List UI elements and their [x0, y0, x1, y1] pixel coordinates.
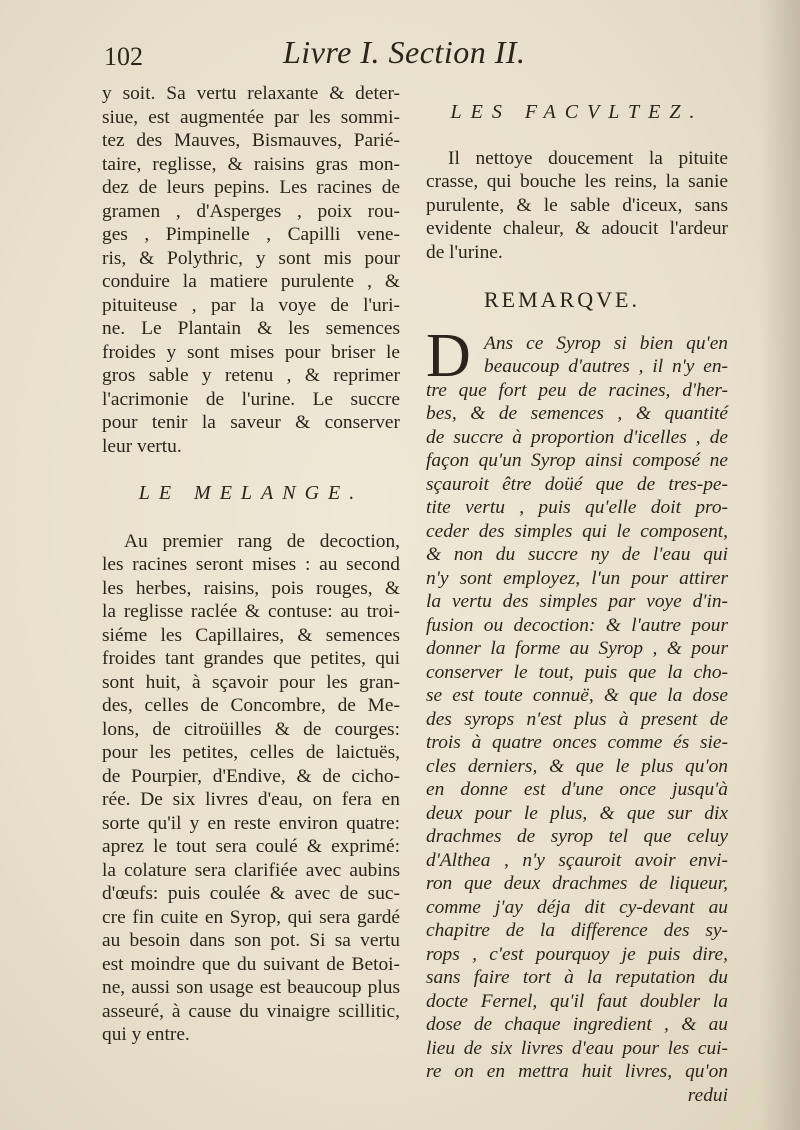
text-line: des syrops n'est plus à present de	[426, 708, 728, 730]
page-edge-shadow	[760, 0, 800, 1130]
text-line: sont huit, à sçavoir pour les gran-	[102, 671, 400, 693]
left-paragraph-1	[102, 82, 400, 458]
text-line: taire, reglisse, & raisins gras mon-	[102, 153, 400, 175]
text-line: tez des Mauves, Bismauves, Parié-	[102, 130, 400, 151]
text-line: Au premier rang de decoction,	[124, 530, 400, 552]
text-line: siue, est augmentée par les sommi-	[102, 106, 400, 128]
text-line: cles derniers, & que le plus qu'on	[426, 755, 728, 777]
text-line: docte Fernel, qu'il faut doubler la	[426, 990, 728, 1012]
text-line: d'œufs: puis coulée & avec de suc-	[102, 883, 400, 904]
text-line: la vertu des simples par voye d'in-	[426, 591, 728, 612]
text-line: donner la forme au Syrop , & pour	[426, 638, 728, 659]
text-line: cre fin cuite en Syrop, qui sera gardé	[102, 906, 400, 928]
text-line: chapitre de la difference des sy-	[426, 920, 728, 941]
text-line: aprez le tout sera coulé & exprimé:	[102, 836, 400, 857]
text-line: re on en mettra huit livres, qu'on	[426, 1061, 728, 1082]
text-line: comme j'ay déja dit cy-devant au	[426, 896, 728, 918]
text-line: asseuré, à cause du vinaigre scillitic,	[102, 1000, 400, 1022]
text-line: sçauroit être doüé que de tres-pe-	[426, 473, 728, 495]
text-line: d'Althea , n'y sçauroit avoir envi-	[426, 849, 728, 871]
facultez-heading: LES FACVLTEZ.	[450, 101, 704, 123]
text-line: les herbes, raisins, pois rouges, &	[102, 577, 400, 599]
text-line: ges , Pimpinelle , Capilli vene-	[102, 224, 400, 245]
text-line: leur vertu.	[102, 435, 182, 457]
text-line: la reglisse raclée & contuse: au troi-	[102, 601, 400, 622]
text-line: ceder des simples qui le composent,	[426, 520, 728, 542]
right-paragraph-1	[426, 147, 728, 265]
drop-cap: D	[426, 321, 471, 390]
text-line: l'acrimonie de l'urine. Le succre	[102, 388, 400, 410]
text-line: crasse, qui bouche les reins, la sanie	[426, 171, 728, 192]
text-line: fusion ou decoction: & l'autre pour	[426, 614, 728, 636]
text-line: gros sable y retenu , & reprimer	[102, 365, 400, 386]
catchword: redui	[687, 1084, 728, 1106]
running-head: Livre I. Section II.	[283, 34, 526, 70]
text-line: drachmes de syrop tel que celuy	[426, 826, 728, 847]
text-line: conserver le tout, puis que la cho-	[426, 661, 728, 683]
text-line: sorte qu'il y en reste environ quatre:	[102, 812, 400, 834]
text-line: conduire la matiere purulente , &	[102, 271, 400, 292]
text-line: pour tenir la saveur & conserver	[102, 412, 400, 433]
text-line: froides tant grandes que petites, qui	[102, 648, 400, 669]
text-line: beaucoup d'autres , il n'y en-	[484, 356, 728, 377]
text-line: ne. Le Plantain & les semences	[102, 318, 400, 339]
text-line: les racines seront mises : au second	[102, 554, 400, 575]
text-line: se est toute connuë, & que la dose	[426, 685, 728, 706]
text-line: bes, & de semences , & quantité	[426, 403, 728, 424]
text-line: siéme les Capillaires, & semences	[102, 624, 400, 646]
melange-heading: LE MELANGE.	[138, 482, 364, 504]
left-column	[102, 82, 400, 1047]
text-line: au besoin dans son pot. Si sa vertu	[102, 930, 400, 951]
text-line: deux pour le plus, & que sur dix	[426, 802, 728, 824]
page-number: 102	[104, 42, 143, 71]
text-line: pour les petites, celles de laictuës,	[102, 742, 400, 763]
text-line: est moindre que du suivant de Betoi-	[102, 953, 400, 975]
text-line: de succre à proportion d'icelles , de	[426, 426, 728, 448]
text-line: la colature sera clarifiée avec aubins	[102, 859, 400, 881]
text-line: gramen , d'Asperges , poix rou-	[102, 200, 400, 222]
text-line: tre que fort peu de racines, d'her-	[426, 379, 728, 401]
text-line: evidente chaleur, & adoucit l'ardeur	[426, 218, 728, 239]
left-paragraph-2	[102, 530, 400, 1047]
text-line: n'y sont employez, l'un pour attirer	[426, 567, 728, 589]
text-line: ne, aussi son usage est beaucoup plus	[102, 977, 400, 998]
remarque-heading: REMARQVE.	[484, 287, 640, 312]
remarque-paragraph	[426, 379, 728, 1084]
text-line: ris, & Polythric, y sont mis pour	[102, 247, 400, 269]
text-line: façon qu'un Syrop ainsi composé ne	[426, 450, 728, 471]
text-line: Il nettoye doucement la pituite	[448, 147, 728, 169]
text-line: des, celles de Concombre, de Me-	[102, 695, 400, 716]
text-line: qui y entre.	[102, 1024, 190, 1045]
text-line: & non du succre ny de l'eau qui	[426, 544, 728, 565]
text-line: de l'urine.	[426, 241, 503, 263]
text-line: dose de chaque ingredient , & au	[426, 1014, 728, 1035]
text-line: pituiteuse , par la voye de l'uri-	[102, 294, 400, 316]
text-line: Ans ce Syrop si bien qu'en	[484, 332, 728, 354]
text-line: froides y sont mises pour briser le	[102, 341, 400, 363]
page-header	[98, 34, 698, 74]
text-line: ron que deux drachmes de liqueur,	[426, 873, 728, 894]
text-line: tite vertu , puis qu'elle doit pro-	[426, 497, 728, 518]
text-line: dez de leurs pepins. Les racines de	[102, 177, 400, 198]
text-line: y soit. Sa vertu relaxante & deter-	[102, 83, 400, 104]
text-line: sans faire tort à la reputation du	[426, 967, 728, 988]
text-line: de Pourpier, d'Endive, & de cicho-	[102, 765, 400, 787]
text-line: trois à quatre onces comme és sie-	[426, 732, 728, 753]
text-line: en donne est d'une once jusqu'à	[426, 779, 728, 800]
text-line: rops , c'est pourquoy je puis dire,	[426, 943, 728, 965]
text-line: lons, de citroüilles & de courges:	[102, 718, 400, 740]
text-line: purulente, & le sable d'iceux, sans	[426, 194, 728, 216]
right-column	[426, 82, 728, 1107]
text-line: rée. De six livres d'eau, on fera en	[102, 789, 400, 810]
text-line: lieu de six livres d'eau pour les cui-	[426, 1037, 728, 1059]
